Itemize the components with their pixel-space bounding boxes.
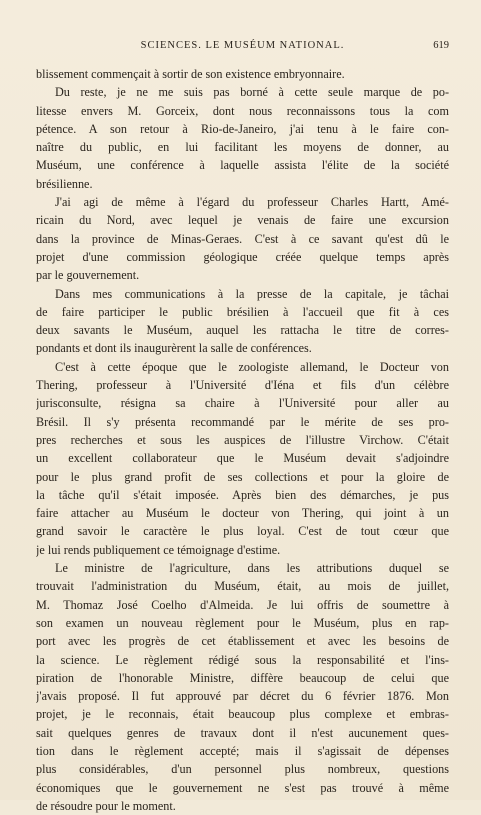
text-line: Brésil. Il s'y présenta recommandé par le mérite de ses pro- [36, 414, 449, 429]
text-line: M. Thomaz José Coelho d'Almeida. Je lui offris de soumettre à [36, 597, 449, 612]
text-line: blissement commençait à sortir de son existence embryonnaire. [36, 67, 345, 81]
text-line: jurisconsulte, résigna sa chaire à l'Université pour aller au [36, 396, 449, 411]
text-line: sait quelques genres de travaux dont il n'est aucunement ques- [36, 725, 449, 740]
text-line: pétence. A son retour à Rio-de-Janeiro, j'ai tenu à le faire con- [36, 121, 449, 136]
text-line: Le ministre de l'agriculture, dans les attributions duquel se [55, 561, 449, 576]
text-line: son examen un nouveau règlement pour le Muséum, plus en rap- [36, 615, 449, 630]
text-line: pres recherches et sous les auspices de l'illustre Virchow. C'était [36, 432, 449, 447]
paragraph [36, 358, 449, 559]
text-line: économiques que le gouvernement ne s'est pas trouvé à même [36, 780, 449, 795]
text-line: J'ai agi de même à l'égard du professeur Charles Hartt, Amé- [55, 195, 449, 210]
text-line: projet, je le reconnais, était beaucoup plus complexe et embras- [36, 707, 449, 722]
body-text [36, 65, 449, 815]
text-line: j'avais proposé. Il fut approuvé par décret du 6 février 1876. Mon [36, 689, 449, 704]
running-head [36, 40, 449, 51]
text-line: Muséum, une conférence à laquelle assista l'élite de la société [36, 158, 449, 173]
text-line: de faire participer le public brésilien à l'accueil que fit à ces [36, 304, 449, 319]
text-line: pour le plus grand profit de ses collections et pour la gloire de [36, 469, 449, 484]
text-line: projet d'une commission géologique créée quelque temps après [36, 249, 449, 264]
text-line: tion dans le règlement accepté; mais il s'agissait de dépenses [36, 743, 449, 758]
text-line: naître du public, en lui facilitant les moyens de donner, au [36, 140, 449, 155]
paragraph [36, 285, 449, 358]
text-line: la tâche qu'il s'était imposée. Après bien des démarches, je pus [36, 487, 449, 502]
text-line: C'est à cette époque que le zoologiste allemand, le Docteur von [55, 359, 449, 374]
paragraph [36, 65, 449, 83]
text-line: litesse envers M. Gorceix, dont nous reconnaissons tous la com [36, 103, 449, 118]
text-line: brésilienne. [36, 176, 93, 191]
text-line: un excellent collaborateur que le Muséum devait s'adjoindre [36, 451, 449, 466]
paragraph [36, 83, 449, 193]
text-line: grand savoir le caractère le plus loyal. C'est de tout cœur que [36, 524, 449, 539]
page-number: 619 [433, 40, 449, 51]
text-line: la science. Le règlement rédigé sous la responsabilité et l'ins- [36, 652, 449, 667]
text-line: dans la province de Minas-Geraes. C'est à ce savant qu'est dû le [36, 231, 449, 246]
text-line: Du reste, je ne me suis pas borné à cette seule marque de po- [55, 85, 449, 100]
text-line: Dans mes communications à la presse de la capitale, je tâchai [55, 286, 449, 301]
text-line: faire attacher au Muséum le docteur von Thering, qui joint à un [36, 506, 449, 521]
text-line: plus considérables, d'un personnel plus nombreux, questions [36, 762, 449, 777]
text-line: Thering, professeur à l'Université d'Iéna et fils d'un célèbre [36, 378, 449, 393]
text-line: par le gouvernement. [36, 268, 140, 283]
text-line: piration de l'honorable Ministre, diffère beaucoup de celui que [36, 670, 449, 685]
text-line: de résoudre pour le moment. [36, 798, 176, 813]
text-line: port avec les progrès de cet établissement et avec les besoins de [36, 634, 449, 649]
text-line: deux savants le Muséum, auquel les rattacha le titre de corres- [36, 323, 449, 338]
running-title: SCIENCES. LE MUSÉUM NATIONAL. [140, 40, 345, 51]
text-line: je lui rends publiquement ce témoignage d'estime. [36, 542, 281, 557]
text-line: ricain du Nord, avec lequel je venais de faire une excursion [36, 213, 449, 228]
paragraph [36, 559, 449, 815]
text-line: trouvait l'administration du Muséum, était, au mois de juillet, [36, 579, 449, 594]
text-line: pondants et dont ils inaugurèrent la salle de conférences. [36, 341, 312, 356]
paragraph [36, 193, 449, 284]
